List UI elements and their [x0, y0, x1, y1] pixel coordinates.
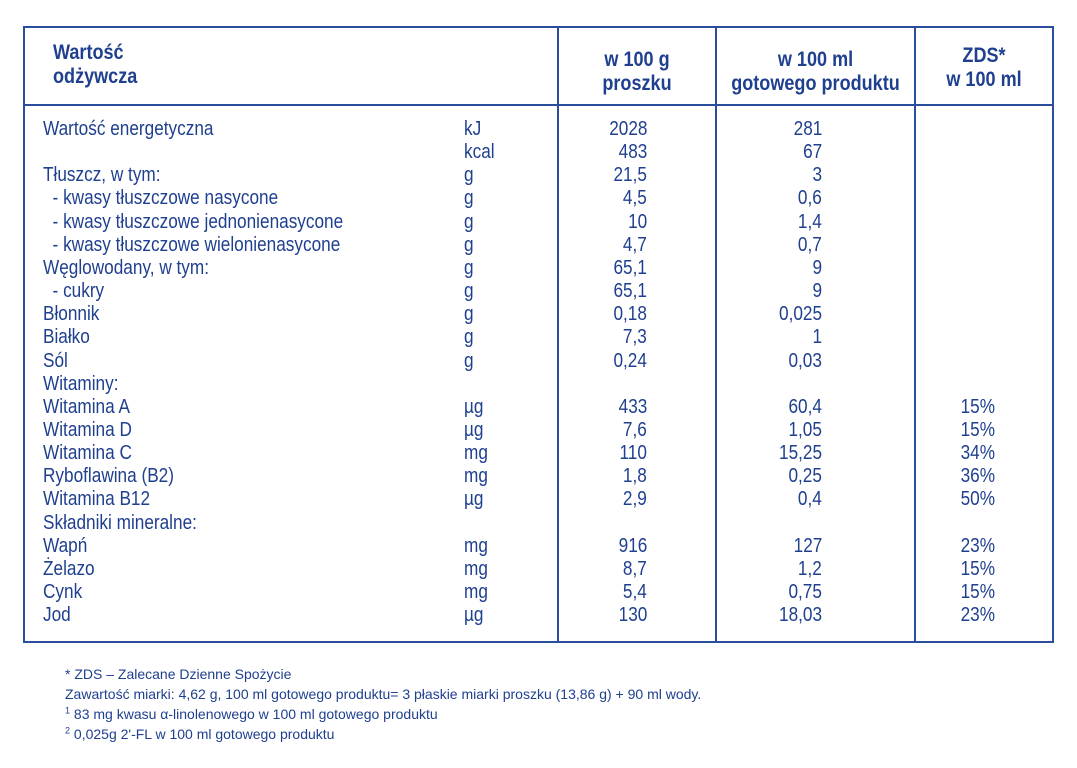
zds-percent: 15%: [960, 395, 995, 418]
table-row: [25, 581, 1052, 604]
footnote-mark: 1: [65, 705, 71, 716]
unit: kJ: [464, 118, 482, 140]
unit: mg: [464, 442, 488, 465]
zds-percent: 15%: [960, 581, 995, 603]
header-text: gotowego produktu: [731, 72, 900, 95]
value-per-100ml: 60,4: [788, 395, 822, 418]
value-per-100g: 1,8: [623, 465, 647, 488]
header-text: proszku: [602, 72, 672, 95]
value-per-100ml: 3: [812, 164, 822, 187]
footnote-1: [65, 704, 701, 724]
table-row: [25, 303, 1052, 326]
table-row: [25, 141, 1052, 164]
footnote-scoop: Zawartość miarki: 4,62 g, 100 ml gotowego produktu= 3 płaskie miarki proszku (13,86 g) + 90 ml wody.: [65, 686, 702, 702]
table-row: [25, 373, 1052, 396]
value-per-100ml: 0,4: [798, 488, 822, 511]
nutrient-name: Błonnik: [43, 303, 100, 326]
nutrient-name: Witamina B12: [43, 488, 151, 511]
table-row: [25, 604, 1052, 627]
nutrient-name: Sól: [43, 349, 68, 372]
unit: g: [464, 164, 474, 187]
zds-percent: 23%: [960, 534, 995, 557]
unit: µg: [464, 395, 484, 418]
zds-percent: 34%: [960, 442, 995, 465]
header-nutrition-value: [53, 41, 137, 89]
nutrient-name: Jod: [43, 604, 71, 627]
value-per-100g: 2,9: [623, 488, 647, 511]
unit: g: [464, 187, 474, 210]
value-per-100ml: 281: [793, 118, 822, 140]
value-per-100ml: 9: [812, 256, 822, 279]
value-per-100ml: 1,4: [798, 210, 822, 233]
value-per-100ml: 1: [812, 326, 822, 349]
header-text: odżywcza: [53, 65, 138, 88]
header-text: w 100 ml: [946, 68, 1022, 91]
unit: µg: [464, 418, 484, 441]
value-per-100ml: 67: [802, 141, 822, 164]
zds-percent: 15%: [960, 557, 995, 580]
footnote-text: 0,025g 2'-FL w 100 ml gotowego produktu: [70, 726, 335, 742]
value-per-100g: 8,7: [623, 557, 647, 580]
nutrient-name: Witamina D: [43, 418, 132, 441]
value-per-100g: 21,5: [613, 164, 647, 187]
zds-percent: 50%: [960, 488, 995, 511]
unit: mg: [464, 465, 488, 488]
table-row: [25, 396, 1052, 419]
value-per-100ml: 18,03: [778, 604, 822, 627]
table-row: [25, 211, 1052, 234]
unit: µg: [464, 604, 484, 627]
value-per-100ml: 1,05: [788, 418, 822, 441]
header-per-100g-powder: [570, 48, 704, 96]
value-per-100ml: 0,25: [788, 465, 822, 488]
value-per-100ml: 15,25: [778, 442, 822, 465]
nutrient-name: Składniki mineralne:: [43, 511, 197, 534]
nutrient-name: Cynk: [43, 581, 83, 603]
unit: mg: [464, 534, 488, 557]
value-per-100ml: 0,03: [788, 349, 822, 372]
zds-percent: 36%: [960, 465, 995, 488]
nutrient-name: Białko: [43, 326, 90, 349]
nutrient-name: Ryboflawina (B2): [43, 465, 174, 488]
table-row: [25, 488, 1052, 511]
footnote-text: 83 mg kwasu α-linolenowego w 100 ml gotowego produktu: [70, 706, 438, 722]
nutrient-name: - kwasy tłuszczowe jednonienasycone: [43, 210, 344, 233]
value-per-100g: 4,5: [623, 187, 647, 210]
nutrient-name: Witamina A: [43, 395, 130, 418]
value-per-100g: 65,1: [613, 256, 647, 279]
footnote-2: [65, 724, 701, 744]
table-row: [25, 442, 1052, 465]
table-row: [25, 326, 1052, 349]
value-per-100ml: 0,025: [778, 303, 822, 326]
footnote-mark: 2: [65, 725, 71, 736]
zds-percent: 23%: [960, 604, 995, 627]
table-row: [25, 465, 1052, 488]
zds-percent: 15%: [960, 418, 995, 441]
table-row: [25, 535, 1052, 558]
header-text: Wartość: [53, 41, 124, 64]
value-per-100ml: 0,7: [798, 233, 822, 256]
value-per-100ml: 9: [812, 280, 822, 303]
unit: g: [464, 210, 474, 233]
value-per-100g: 4,7: [623, 233, 647, 256]
value-per-100ml: 0,75: [788, 581, 822, 603]
table-row: [25, 558, 1052, 581]
table-row: [25, 419, 1052, 442]
nutrient-name: Wapń: [43, 534, 88, 557]
unit: kcal: [464, 141, 495, 164]
nutrient-name: - kwasy tłuszczowe wielonienasycone: [43, 233, 341, 256]
header-text: w 100 g: [604, 48, 670, 71]
value-per-100ml: 0,6: [798, 187, 822, 210]
header-per-100ml-product: [731, 48, 900, 96]
table-row: [25, 187, 1052, 210]
nutrition-table: [23, 26, 1054, 643]
value-per-100g: 433: [618, 395, 647, 418]
table-row: [25, 512, 1052, 535]
value-per-100g: 7,3: [623, 326, 647, 349]
value-per-100g: 0,18: [613, 303, 647, 326]
table-row: [25, 118, 1052, 141]
unit: g: [464, 303, 474, 326]
table-row: [25, 350, 1052, 373]
nutrient-name: - kwasy tłuszczowe nasycone: [43, 187, 279, 210]
value-per-100g: 65,1: [613, 280, 647, 303]
value-per-100g: 7,6: [623, 418, 647, 441]
value-per-100g: 916: [618, 534, 647, 557]
table-row: [25, 280, 1052, 303]
value-per-100g: 130: [618, 604, 647, 627]
header-zds: [926, 44, 1043, 92]
value-per-100ml: 127: [793, 534, 822, 557]
value-per-100g: 483: [618, 141, 647, 164]
unit: g: [464, 233, 474, 256]
table-row: [25, 164, 1052, 187]
table-row: [25, 234, 1052, 257]
nutrient-name: Żelazo: [43, 557, 95, 580]
value-per-100g: 2028: [608, 118, 647, 140]
unit: g: [464, 280, 474, 303]
value-per-100g: 0,24: [613, 349, 647, 372]
footnotes: [65, 664, 701, 744]
nutrient-name: Wartość energetyczna: [43, 118, 214, 140]
nutrient-name: Tłuszcz, w tym:: [43, 164, 161, 187]
value-per-100g: 5,4: [623, 581, 647, 603]
nutrient-name: Węglowodany, w tym:: [43, 256, 210, 279]
unit: g: [464, 326, 474, 349]
value-per-100g: 10: [627, 210, 647, 233]
unit: g: [464, 256, 474, 279]
nutrient-name: Witaminy:: [43, 372, 119, 395]
nutrient-name: - cukry: [43, 280, 105, 303]
unit: g: [464, 349, 474, 372]
header-divider: [25, 104, 1052, 106]
value-per-100ml: 1,2: [798, 557, 822, 580]
table-row: [25, 257, 1052, 280]
unit: µg: [464, 488, 484, 511]
footnote-zds: * ZDS – Zalecane Dzienne Spożycie: [65, 666, 292, 682]
value-per-100g: 110: [619, 442, 647, 465]
header-text: w 100 ml: [777, 48, 854, 71]
nutrient-name: Witamina C: [43, 442, 132, 465]
unit: mg: [464, 581, 488, 603]
header-text: ZDS*: [962, 44, 1006, 67]
unit: mg: [464, 557, 488, 580]
